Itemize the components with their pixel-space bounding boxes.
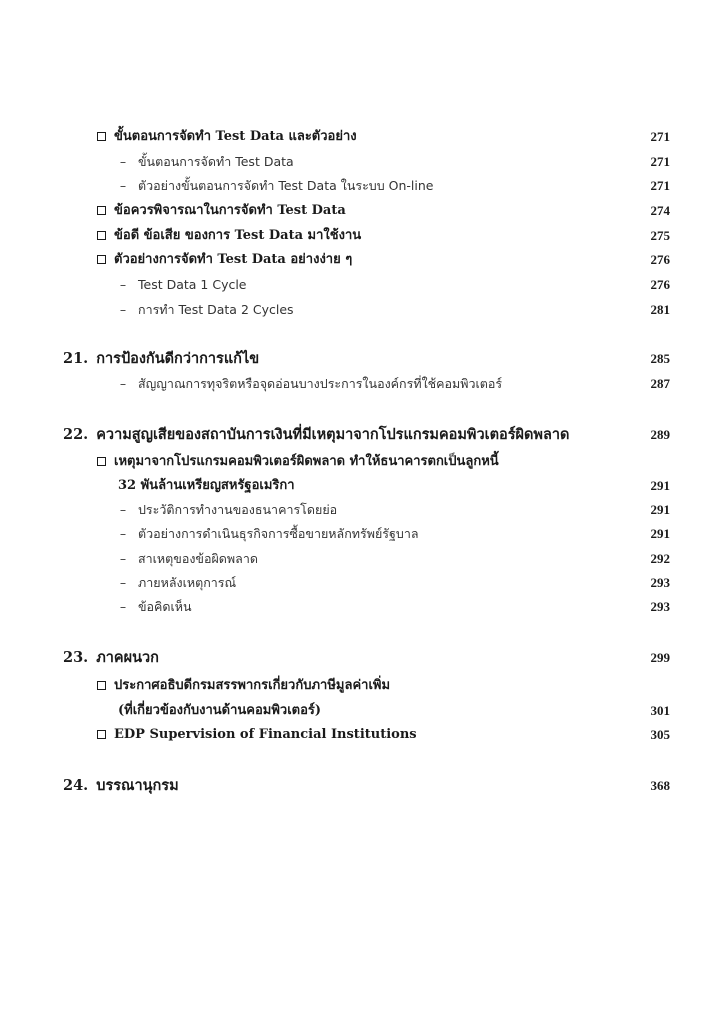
toc-entry-text: Test Data 1 Cycle [138,277,247,292]
toc-page-number: 275 [650,228,670,243]
toc-entry [0,226,724,246]
toc-entry [0,374,724,394]
toc-page-number: 271 [650,154,670,169]
toc-entry-label [118,275,247,295]
toc-section-label [63,648,159,668]
toc-entry-text: (ที่เกี่ยวข้องกับงานด้านคอมพิวเตอร์) [118,703,322,718]
toc-page-number: 293 [650,575,670,590]
toc-page-number: 274 [650,203,670,218]
toc-entry-text: สาเหตุของข้อผิดพลาด [138,551,258,566]
section-title: บรรณานุกรม [96,777,179,794]
section-number: 23. [63,649,89,666]
toc-entry-label [97,201,346,221]
toc-page-number: 271 [650,178,670,193]
toc-entry-text: ขั้นตอนการจัดทำ Test Data [138,154,294,169]
toc-section-label [63,776,179,796]
toc-entry-text: ข้อดี ข้อเสีย ของการ Test Data มาใช้งาน [114,228,362,243]
square-bullet-icon [97,132,106,141]
toc-entry-label [118,524,419,544]
toc-section-label [63,349,259,369]
square-bullet-icon [97,231,106,240]
toc-page-number: 291 [650,526,670,541]
section-number: 22. [63,426,89,443]
toc-entry-text: การทำ Test Data 2 Cycles [138,302,294,317]
toc-page-number: 299 [650,650,670,665]
toc-entry [0,701,724,721]
toc-entry-text: ประวัติการทำงานของธนาคารโดยย่อ [138,502,338,517]
dash-marker: – [119,502,127,517]
toc-entry [0,597,724,617]
toc-entry [0,275,724,295]
toc-entry-label [97,226,361,246]
toc-entry [0,152,724,172]
section-number: 24. [63,777,89,794]
toc-entry-label [118,152,294,172]
section-title: ความสูญเสียของสถาบันการเงินที่มีเหตุมาจากโปรแกรมคอมพิวเตอร์ผิดพลาด [96,426,570,443]
toc-entry [0,549,724,569]
toc-entry-text: ภายหลังเหตุการณ์ [138,575,237,590]
square-bullet-icon [97,681,106,690]
toc-entry [0,500,724,520]
toc-section [0,425,724,445]
toc-entry-label [97,725,417,745]
toc-page-number: 276 [650,252,670,267]
toc-page-number: 301 [650,703,670,718]
section-title: การป้องกันดีกว่าการแก้ไข [96,350,260,367]
dash-marker: – [119,376,127,391]
toc-entry-text: ข้อควรพิจารณาในการจัดทำ Test Data [114,203,346,218]
dash-marker: – [119,599,127,614]
toc-page-number: 368 [650,778,670,793]
toc-entry-label [118,176,433,196]
toc-page-number: 289 [650,427,670,442]
toc-entry-label [118,374,502,394]
toc-entry [0,176,724,196]
toc-page-number: 291 [650,478,670,493]
toc-page-number: 291 [650,502,670,517]
square-bullet-icon [97,206,106,215]
dash-marker: – [119,551,127,566]
toc-entry-label [118,597,192,617]
toc-entry [0,452,724,472]
toc-entry-text: 32 พันล้านเหรียญสหรัฐอเมริกา [118,478,295,493]
toc-entry-label [97,452,499,472]
dash-marker: – [119,277,127,292]
section-title: ภาคผนวก [96,649,159,666]
section-number: 21. [63,350,89,367]
toc-entry-label [118,573,236,593]
toc-entry [0,250,724,270]
square-bullet-icon [97,730,106,739]
toc-entry-text: ข้อคิดเห็น [138,599,192,614]
square-bullet-icon [97,255,106,264]
toc-entry [0,524,724,544]
toc-page-number: 285 [650,351,670,366]
toc-entry [0,676,724,696]
toc-entry [0,300,724,320]
dash-marker: – [119,302,127,317]
toc-page-number: 305 [650,727,670,742]
toc-entry-label [118,500,337,520]
toc-section-label [63,425,569,445]
toc-page-number: 281 [650,302,670,317]
toc-page-number: 293 [650,599,670,614]
toc-entry [0,127,724,147]
toc-entry-label [97,250,352,270]
square-bullet-icon [97,457,106,466]
toc-entry-label [97,127,357,147]
dash-marker: – [119,526,127,541]
toc-entry [0,573,724,593]
toc-entry-label [118,549,258,569]
toc-section [0,349,724,369]
toc-entry [0,201,724,221]
toc-entry [0,725,724,745]
toc-page-number: 292 [650,551,670,566]
toc-section [0,776,724,796]
toc-entry [0,476,724,496]
toc-entry-text: ขั้นตอนการจัดทำ Test Data และตัวอย่าง [114,129,357,144]
toc-entry-label [118,300,294,320]
toc-entry-text: สัญญาณการทุจริตหรือจุดอ่อนบางประการในองค์กรที่ใช้คอมพิวเตอร์ [138,376,503,391]
toc-entry-text: EDP Supervision of Financial Institutions [114,727,417,742]
toc-section [0,648,724,668]
toc-page-number: 271 [650,129,670,144]
toc-entry-text: ประกาศอธิบดีกรมสรรพากรเกี่ยวกับภาษีมูลค่าเพิ่ม [114,678,391,693]
dash-marker: – [119,575,127,590]
toc-entry-text: ตัวอย่างการดำเนินธุรกิจการซื้อขายหลักทรัพย์รัฐบาล [138,526,419,541]
toc-entry-text: ตัวอย่างการจัดทำ Test Data อย่างง่าย ๆ [114,252,353,267]
toc-entry-text: เหตุมาจากโปรแกรมคอมพิวเตอร์ผิดพลาด ทำให้ธนาคารตกเป็นลูกหนี้ [114,454,499,469]
dash-marker: – [119,154,127,169]
toc-entry-label [97,676,390,696]
toc-page-number: 276 [650,277,670,292]
toc-page-number: 287 [650,376,670,391]
dash-marker: – [119,178,127,193]
toc-entry-text: ตัวอย่างขั้นตอนการจัดทำ Test Data ในระบบ On-line [138,178,434,193]
